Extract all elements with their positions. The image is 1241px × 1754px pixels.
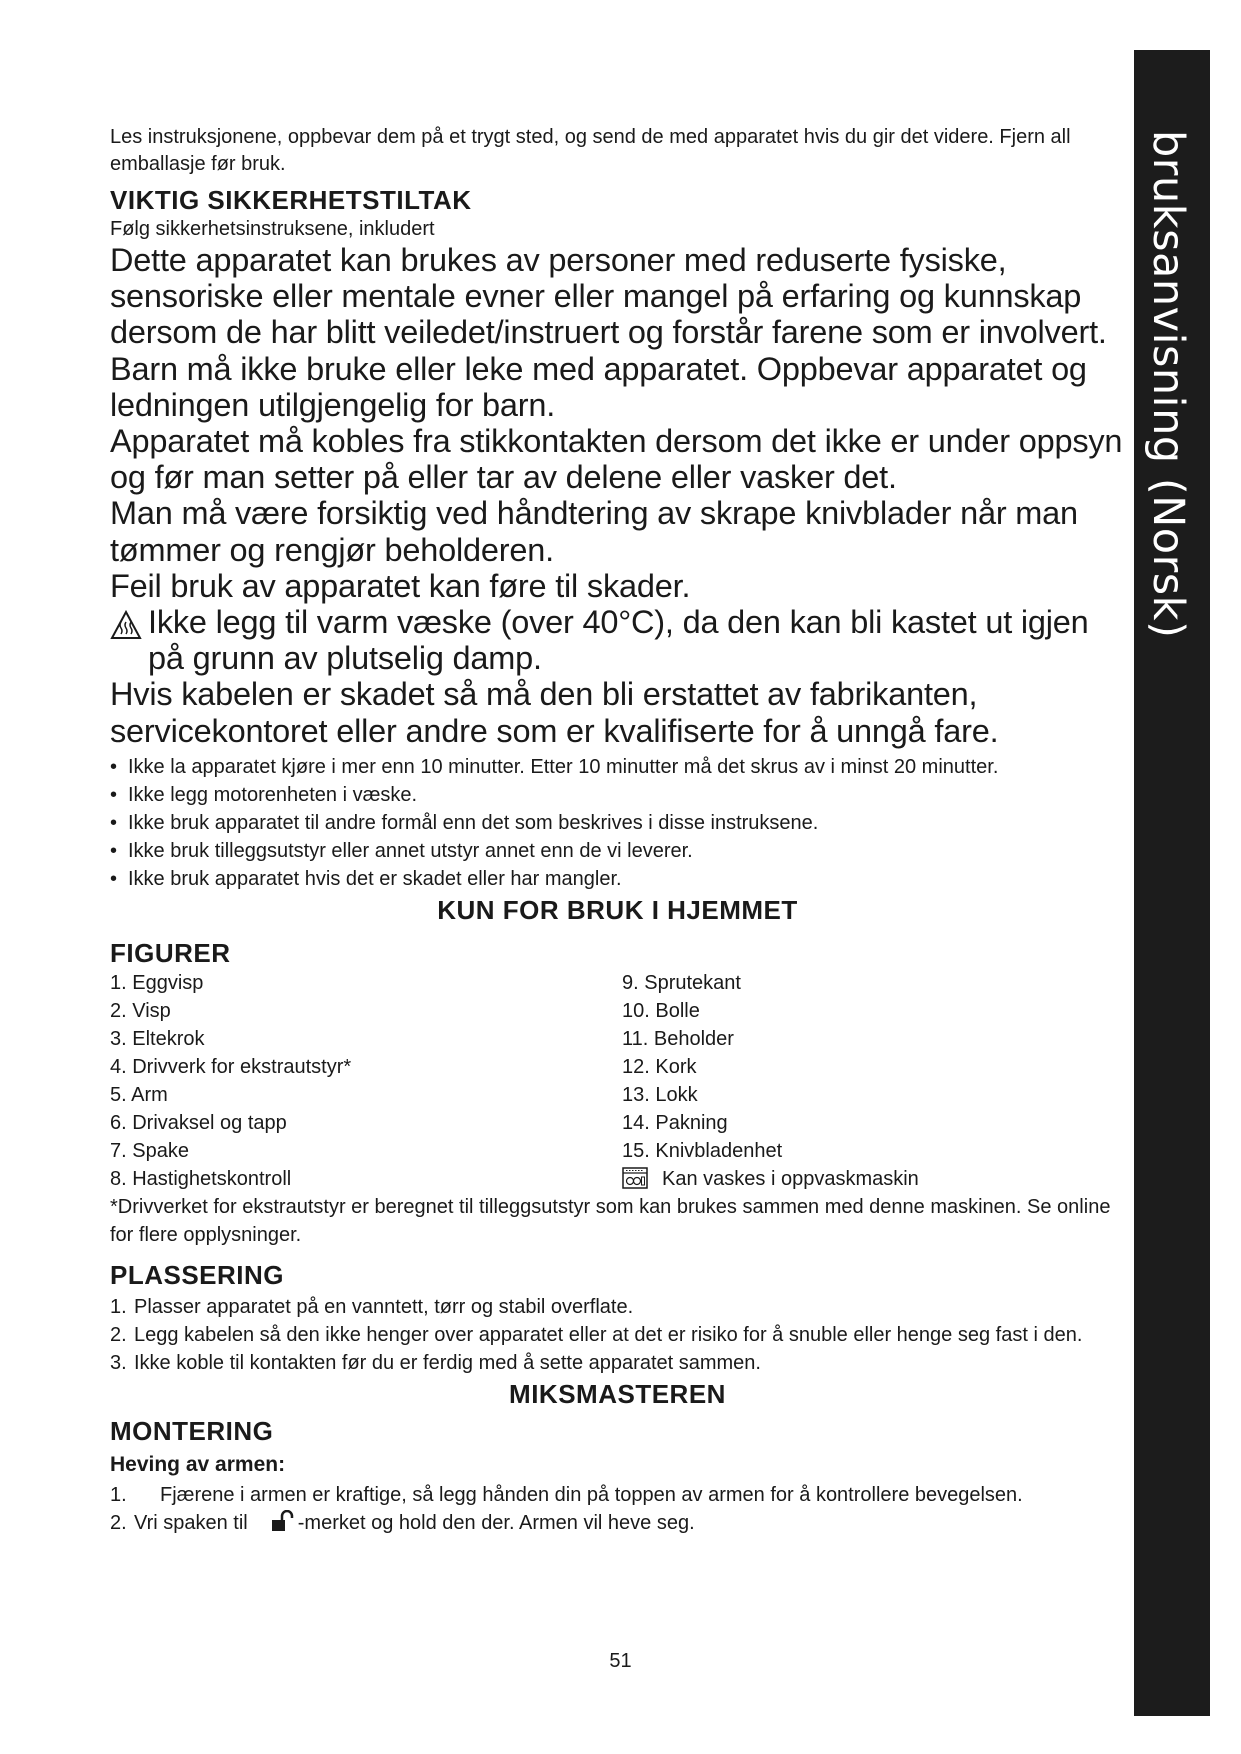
- safety-paragraph-4: Feil bruk av apparatet kan føre til skader.: [110, 567, 691, 604]
- figure-item: 9. Sprutekant: [622, 971, 741, 994]
- unlock-icon: [270, 1510, 296, 1532]
- safety-subheading: Følg sikkerhetsinstruksene, inkludert: [110, 218, 435, 240]
- safety-paragraph-6: Hvis kabelen er skadet så må den bli erstattet av fabrikanten, servicekontoret eller andre som er kvalifiserte for å unngå fare.: [110, 676, 999, 749]
- safety-paragraph-1: Dette apparatet kan brukes av personer med reduserte fysiske, sensoriske eller mentale evner eller mangel på erfaring og kunnskap dersom de har blitt veiledet/instruert og forstår farene som er involvert. Barn må ikke bruke eller leke med apparatet. Oppbevar apparatet og ledningen utilgjengelig for barn.: [110, 242, 1107, 423]
- dishwasher-safe-text: Kan vaskes i oppvaskmaskin: [662, 1167, 919, 1190]
- figure-item: 10. Bolle: [622, 999, 700, 1022]
- hot-liquid-warning: [110, 604, 1125, 676]
- list-item: 1. Plasser apparatet på en vanntett, tørr og stabil overflate.: [110, 1295, 634, 1318]
- safety-bullet-list: [110, 753, 1125, 893]
- list-item: 3. Ikke koble til kontakten før du er ferdig med å sette apparatet sammen.: [110, 1351, 761, 1374]
- page-content: [110, 124, 1125, 1537]
- figure-item: 6. Drivaksel og tapp: [110, 1111, 287, 1134]
- figures-note: *Drivverket for ekstrautstyr er beregnet til tilleggsutstyr som kan brukes sammen med denne maskinen. Se online for flere opplysninger.: [110, 1195, 1111, 1246]
- list-item: • Ikke bruk apparatet til andre formål enn det som beskrives i disse instruksene.: [110, 811, 819, 834]
- list-item: • Ikke la apparatet kjøre i mer enn 10 minutter. Etter 10 minutter må det skrus av i minst 20 minutter.: [110, 755, 999, 778]
- list-item: 2. Vri spaken til -merket og hold den der. Armen vil heve seg.: [110, 1511, 695, 1534]
- page-number: 51: [609, 1650, 632, 1672]
- figure-item: 5. Arm: [110, 1083, 168, 1106]
- list-item: • Ikke bruk apparatet hvis det er skadet eller har mangler.: [110, 867, 622, 890]
- side-tab-label: bruksanvisning (Norsk): [1143, 130, 1193, 639]
- safety-paragraph-3: Man må være forsiktig ved håndtering av skrape knivblader når man tømmer og rengjør beholderen.: [110, 495, 1078, 568]
- dishwasher-safe-item: [622, 1165, 1122, 1193]
- safety-paragraph-2: Apparatet må kobles fra stikkontakten dersom det ikke er under oppsyn og før man setter på eller tar av delene eller vasker det.: [110, 423, 1123, 496]
- figures-heading: FIGURER: [110, 937, 231, 968]
- placement-list: [110, 1293, 1125, 1377]
- intro-text: Les instruksjonene, oppbevar dem på et trygt sted, og send de med apparatet hvis du gir det videre. Fjern all emballasje før bruk.: [110, 126, 1071, 175]
- list-item: 2. Legg kabelen så den ikke henger over apparatet eller at det er risiko for å snuble eller henge seg fast i den.: [110, 1323, 1083, 1346]
- dishwasher-icon: [622, 1167, 648, 1189]
- figure-item: 1. Eggvisp: [110, 971, 204, 994]
- figure-item: 2. Visp: [110, 999, 171, 1022]
- figure-item: 12. Kork: [622, 1055, 697, 1078]
- hot-surface-warning-icon: [110, 610, 142, 640]
- figure-item: 3. Eltekrok: [110, 1027, 205, 1050]
- mixmaster-heading: MIKSMASTEREN: [509, 1378, 726, 1409]
- figure-item: 15. Knivbladenhet: [622, 1139, 783, 1162]
- assembly-steps: [110, 1481, 1125, 1537]
- figure-item: 7. Spake: [110, 1139, 189, 1162]
- household-use-heading: KUN FOR BRUK I HJEMMET: [437, 894, 798, 925]
- figure-item: 8. Hastighetskontroll: [110, 1167, 292, 1190]
- figure-item: 4. Drivverk for ekstrautstyr*: [110, 1055, 352, 1078]
- figures-list: [110, 969, 1125, 1193]
- safety-paragraph-5: Ikke legg til varm væske (over 40°C), da den kan bli kastet ut igjen på grunn av plutselig damp.: [148, 604, 1089, 677]
- raise-arm-heading: Heving av armen:: [110, 1452, 286, 1476]
- placement-heading: PLASSERING: [110, 1259, 285, 1290]
- assembly-heading: MONTERING: [110, 1415, 274, 1446]
- list-item: • Ikke bruk tilleggsutstyr eller annet utstyr annet enn de vi leverer.: [110, 839, 693, 862]
- list-item: 1. Fjærene i armen er kraftige, så legg hånden din på toppen av armen for å kontrollere bevegelsen.: [110, 1483, 1023, 1506]
- list-item: • Ikke legg motorenheten i væske.: [110, 783, 418, 806]
- figure-item: 13. Lokk: [622, 1083, 698, 1106]
- figure-item: 11. Beholder: [622, 1027, 734, 1050]
- figure-item: 14. Pakning: [622, 1111, 728, 1134]
- safety-heading: VIKTIG SIKKERHETSTILTAK: [110, 185, 472, 215]
